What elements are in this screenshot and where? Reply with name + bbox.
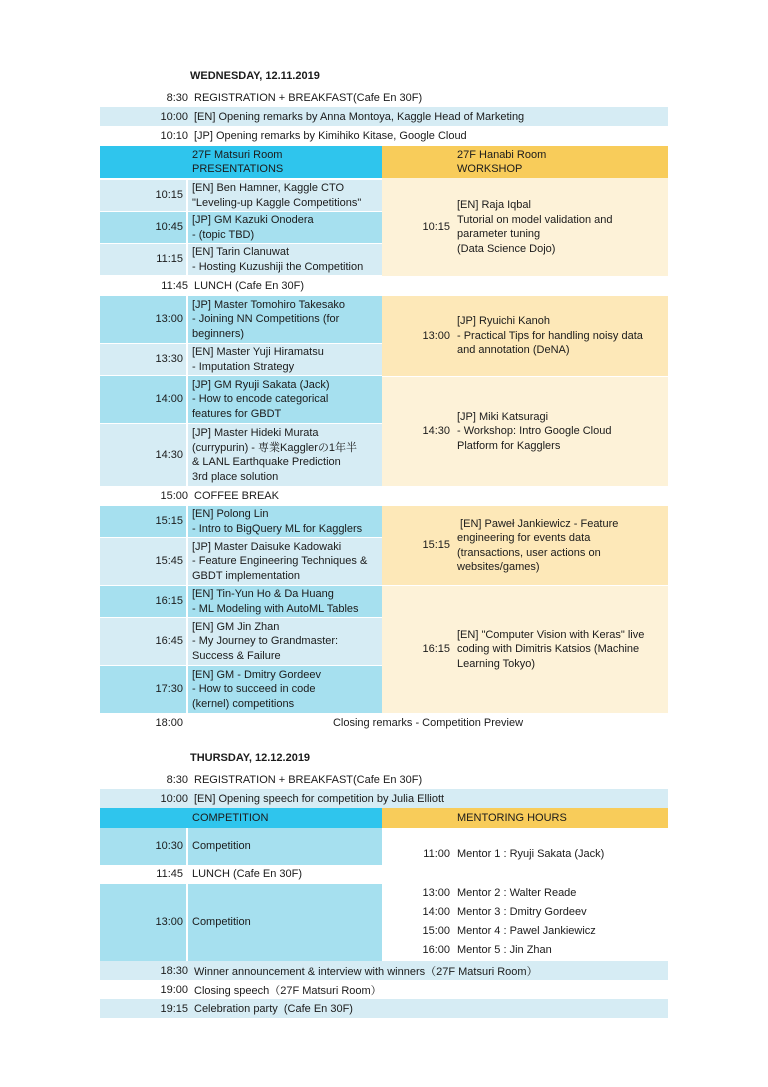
mentoring-header: MENTORING HOURS — [457, 811, 567, 824]
session-time: 10:15 — [100, 180, 186, 211]
time: 8:30 — [166, 773, 188, 786]
topic: - Imputation Strategy — [192, 360, 295, 373]
speaker: [JP] Master Daisuke Kadowaki — [192, 540, 342, 553]
closing-remarks: Closing remarks - Competition Preview — [332, 717, 524, 730]
topic: beginners) — [192, 327, 244, 340]
topic: Tutorial on model validation and — [457, 213, 613, 226]
mentor-3: Mentor 3 : Dmitry Gordeev — [457, 906, 587, 919]
topic: (transactions, user actions on — [457, 546, 601, 559]
time: 15:00 — [160, 489, 188, 502]
mentor-time: 15:00 — [422, 925, 450, 938]
competition-time: 13:00 — [100, 884, 186, 961]
topic: 3rd place solution — [192, 470, 279, 483]
time: 8:30 — [166, 91, 188, 104]
topic: features for GBDT — [192, 407, 282, 420]
thu-celebration-party-row — [100, 999, 668, 1018]
thu-opening-speech-row — [100, 789, 668, 808]
speaker: [EN] Ben Hamner, Kaggle CTO — [192, 182, 345, 194]
activity: REGISTRATION + BREAKFAST(Cafe En 30F) — [194, 773, 423, 786]
closing-time: 18:00 — [155, 717, 183, 730]
topic: & LANL Earthquake Prediction — [192, 456, 341, 468]
activity: [EN] Opening speech for competition by Julia Elliott — [194, 792, 445, 805]
time: 18:30 — [160, 964, 188, 977]
topic: [EN] "Computer Vision with Keras" live — [457, 628, 645, 641]
session-time: 15:45 — [100, 538, 186, 585]
thu-closing-speech-row — [100, 980, 668, 999]
speaker: [EN] Tarin Clanuwat — [192, 246, 290, 258]
topic: - (topic TBD) — [192, 228, 255, 241]
topic: - Joining NN Competitions (for — [192, 313, 340, 326]
competition-morning: Competition — [188, 828, 382, 865]
session-time: 13:00 — [100, 296, 186, 343]
time: 10:00 — [160, 792, 188, 805]
thu-lunch: LUNCH (Cafe En 30F) — [192, 868, 303, 881]
mentor-time: 13:00 — [422, 887, 450, 900]
wed-opening-jp-row — [100, 126, 668, 145]
speaker: [EN] Tin-Yun Ho & Da Huang — [192, 588, 334, 600]
time: 19:15 — [160, 1002, 188, 1015]
time: 10:10 — [160, 129, 188, 142]
workshop-raja-iqbal — [453, 178, 668, 276]
activity: Winner announcement & interview with winners（27F Matsuri Room） — [194, 965, 538, 978]
topic: - How to encode categorical — [192, 393, 329, 406]
session-time: 10:45 — [100, 212, 186, 243]
speaker: [EN] Raja Iqbal — [457, 199, 531, 211]
activity: [JP] Opening remarks by Kimihiko Kitase, Google Cloud — [194, 129, 467, 142]
room-name: 27F Hanabi Room — [457, 148, 547, 161]
competition-afternoon: Competition — [188, 884, 382, 961]
wed-lunch-row — [100, 276, 668, 295]
time: 11:45 — [161, 279, 188, 292]
session-time: 15:15 — [100, 506, 186, 537]
wed-opening-en-row — [100, 107, 668, 126]
workshop-miki-katsuragi — [453, 377, 668, 486]
activity: [EN] Opening remarks by Anna Montoya, Kaggle Head of Marketing — [194, 110, 525, 123]
session-time: 13:30 — [100, 344, 186, 375]
speaker: [JP] Ryuichi Kanoh — [457, 315, 550, 328]
session-ben-hamner — [188, 180, 382, 211]
thu-registration-row — [100, 770, 668, 789]
activity: REGISTRATION + BREAKFAST(Cafe En 30F) — [194, 91, 423, 104]
topic: - How to succeed in code — [192, 683, 316, 696]
session-jin-zhan — [188, 618, 382, 665]
workshop-pawel-jankiewicz — [453, 506, 668, 585]
topic: - ML Modeling with AutoML Tables — [192, 602, 359, 615]
competition-header: COMPETITION — [192, 811, 269, 824]
workshop-time: 13:00 — [382, 296, 453, 376]
mentor-5: Mentor 5 : Jin Zhan — [457, 944, 552, 957]
wed-registration-row — [100, 88, 668, 107]
session-tarin-clanuwat — [188, 244, 382, 275]
activity: Celebration party (Cafe En 30F) — [194, 1002, 353, 1015]
session-tin-yun-ho — [188, 586, 382, 617]
session-dmitry-gordeev — [188, 666, 382, 713]
workshop-time: 15:15 — [382, 506, 453, 585]
session-time: 11:15 — [100, 244, 186, 275]
activity: LUNCH (Cafe En 30F) — [194, 279, 305, 292]
session-time: 16:45 — [100, 618, 186, 665]
topic: coding with Dimitris Katsios (Machine — [457, 643, 640, 656]
workshop-computer-vision-keras — [453, 586, 668, 713]
session-time: 14:00 — [100, 376, 186, 423]
topic: "Leveling-up Kaggle Competitions" — [192, 196, 362, 209]
topic: Success & Failure — [192, 649, 281, 662]
competition-time: 10:30 — [100, 828, 186, 865]
speaker: [EN] Master Yuji Hiramatsu — [192, 346, 324, 358]
speaker: [JP] Miki Katsuragi — [457, 410, 549, 423]
session-tomohiro-takesako — [188, 296, 382, 343]
session-daisuke-kadowaki — [188, 538, 382, 585]
header-time-cell — [100, 146, 188, 178]
header-time-cell — [382, 146, 453, 178]
room-type: WORKSHOP — [457, 163, 523, 175]
workshop-time: 16:15 — [382, 586, 453, 713]
workshop-ryuichi-kanoh — [453, 296, 668, 376]
topic: parameter tuning — [457, 228, 541, 240]
mentor-time: 11:00 — [423, 848, 450, 861]
workshop-time: 14:30 — [382, 377, 453, 486]
matsuri-room-header — [188, 146, 382, 178]
speaker: [JP] Master Tomohiro Takesako — [192, 298, 346, 311]
session-polong-lin — [188, 506, 382, 537]
speaker: [EN] GM Jin Zhan — [192, 620, 280, 633]
thursday-heading: THURSDAY, 12.12.2019 — [190, 752, 311, 764]
speaker: [EN] Paweł Jankiewicz - Feature — [457, 517, 619, 530]
topic: - Workshop: Intro Google Cloud — [457, 425, 612, 438]
speaker: [EN] Polong Lin — [192, 508, 269, 520]
topic: - Practical Tips for handling noisy data — [457, 329, 643, 342]
speaker: [EN] GM - Dmitry Gordeev — [192, 668, 321, 681]
topic: (Data Science Dojo) — [457, 242, 556, 255]
topic: and annotation (DeNA) — [457, 344, 570, 357]
topic: (kernel) competitions — [192, 697, 295, 710]
room-name: 27F Matsuri Room — [192, 148, 283, 161]
speaker: [JP] GM Ryuji Sakata (Jack) — [192, 378, 330, 391]
thu-winner-announcement-row — [100, 961, 668, 980]
session-hideki-murata — [188, 424, 382, 486]
hanabi-room-header — [453, 146, 668, 178]
mentor-4: Mentor 4 : Pawel Jankiewicz — [457, 925, 596, 938]
topic: - Feature Engineering Techniques & — [192, 555, 368, 568]
workshop-time: 10:15 — [382, 178, 453, 276]
session-time: 14:30 — [100, 424, 186, 486]
session-time: 17:30 — [100, 666, 186, 713]
topic: (currypurin) - 専業Kagglerの1年半 — [192, 441, 358, 454]
time: 19:00 — [160, 983, 188, 996]
wednesday-heading: WEDNESDAY, 12.11.2019 — [190, 70, 320, 82]
mentor-1: Mentor 1 : Ryuji Sakata (Jack) — [457, 848, 605, 861]
topic: engineering for events data — [457, 532, 591, 544]
time: 10:00 — [160, 110, 188, 123]
topic: - Intro to BigQuery ML for Kagglers — [192, 522, 363, 535]
topic: Learning Tokyo) — [457, 657, 536, 670]
mentor-time: 14:00 — [422, 906, 450, 919]
topic: GBDT implementation — [192, 569, 301, 582]
room-type: PRESENTATIONS — [192, 163, 284, 175]
session-ryuji-sakata — [188, 376, 382, 423]
speaker: [JP] GM Kazuki Onodera — [192, 214, 314, 226]
mentor-2: Mentor 2 : Walter Reade — [457, 887, 577, 900]
session-kazuki-onodera — [188, 212, 382, 243]
session-time: 16:15 — [100, 586, 186, 617]
activity: Closing speech（27F Matsuri Room） — [194, 984, 382, 997]
topic: - Hosting Kuzushiji the Competition — [192, 260, 364, 273]
topic: websites/games) — [457, 561, 540, 573]
session-yuji-hiramatsu — [188, 344, 382, 375]
activity: COFFEE BREAK — [194, 489, 279, 502]
thu-lunch-time: 11:45 — [156, 868, 183, 881]
speaker: [JP] Master Hideki Murata — [192, 427, 319, 439]
wed-coffee-break-row — [100, 486, 668, 505]
topic: - My Journey to Grandmaster: — [192, 635, 339, 648]
topic: Platform for Kagglers — [457, 439, 561, 452]
mentor-time: 16:00 — [422, 944, 450, 957]
